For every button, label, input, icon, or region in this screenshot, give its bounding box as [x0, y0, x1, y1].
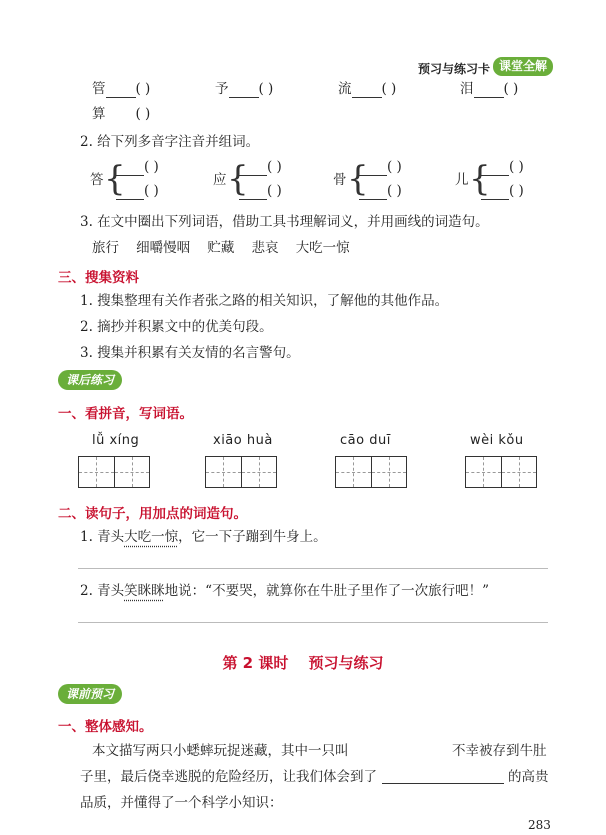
polyphone-group-1: 答 { ( ) ( ) — [90, 159, 159, 199]
lesson-title: 第 2 课时 预习与练习 — [222, 654, 384, 672]
poly-item-1: 管 ( ) — [92, 81, 151, 97]
pinyin-4: wèi kǒu — [470, 433, 524, 448]
pinyin-3: cāo duī — [340, 433, 391, 448]
writing-box-3[interactable] — [335, 456, 407, 488]
sentence-1: 1. 青头大吃一惊，它一下子蹦到牛身上。 — [80, 529, 327, 545]
pinyin-section-title: 一、看拼音，写词语。 — [58, 406, 193, 422]
answer-line-2[interactable] — [78, 622, 548, 623]
writing-box-2[interactable] — [205, 456, 277, 488]
word-3: 贮藏 — [207, 240, 235, 256]
question-2: 2. 给下列多音字注音并组词。 — [80, 134, 260, 150]
overview-line-2a: 子里，最后侥幸逃脱的危险经历，让我们体会到了 — [80, 769, 377, 785]
word-2: 细嚼慢咽 — [136, 240, 191, 256]
dotted-word-2: 笑眯眯 — [124, 583, 165, 599]
header-badge: 课堂全解 — [493, 57, 553, 76]
sentence-2: 2. 青头笑眯眯地说：“不要哭，就算你在牛肚子里作了一次旅行吧！” — [80, 583, 489, 599]
page-number: 283 — [528, 818, 551, 832]
dotted-word-1: 大吃一惊 — [124, 529, 179, 545]
polyphone-group-3: 骨 { ( ) ( ) — [333, 159, 402, 199]
overview-line-1a: 本文描写两只小蟋蟀玩捉迷藏，其中一只叫 — [92, 743, 349, 759]
answer-line-1[interactable] — [78, 568, 548, 569]
writing-box-1[interactable] — [78, 456, 150, 488]
answer-blank-quality[interactable] — [382, 783, 504, 784]
section-3-title: 三、搜集资料 — [58, 270, 139, 286]
word-5: 大吃一惊 — [295, 240, 350, 256]
pinyin-2: xiāo huà — [213, 433, 273, 448]
before-class-badge: 课前预习 — [58, 684, 122, 704]
after-class-badge: 课后练习 — [58, 370, 122, 390]
polyphone-group-2: 应 { ( ) ( ) — [213, 159, 282, 199]
polyphone-group-4: 儿 { ( ) ( ) — [455, 159, 524, 199]
question-3: 3. 在文中圈出下列词语，借助工具书理解词义，并用画线的词造句。 — [80, 214, 489, 230]
word-4: 悲哀 — [251, 240, 279, 256]
word-1: 旅行 — [92, 240, 119, 256]
section-3-item-1: 1. 搜集整理有关作者张之路的相关知识，了解他的其他作品。 — [80, 293, 449, 309]
pinyin-1: lǚ xíng — [92, 433, 140, 448]
poly-item-5: 算 ( ) — [92, 106, 151, 122]
poly-item-2: 予 ( ) — [215, 81, 274, 97]
overview-line-1b: 不幸被存到牛肚 — [452, 743, 547, 759]
overview-line-2b: 的高贵 — [508, 769, 549, 785]
word-list — [92, 239, 350, 257]
writing-box-4[interactable] — [465, 456, 537, 488]
header-title: 预习与练习卡 — [418, 62, 491, 76]
section-3-item-2: 2. 摘抄并积累文中的优美句段。 — [80, 319, 273, 335]
overview-title: 一、整体感知。 — [58, 719, 153, 735]
overview-line-3: 品质，并懂得了一个科学小知识： — [80, 795, 283, 811]
poly-item-3: 流 ( ) — [338, 81, 397, 97]
answer-blank-name[interactable] — [370, 757, 442, 758]
poly-item-4: 泪 ( ) — [460, 81, 519, 97]
sentence-section-title: 二、读句子，用加点的词造句。 — [58, 506, 247, 522]
section-3-item-3: 3. 搜集并积累有关友情的名言警句。 — [80, 345, 300, 361]
